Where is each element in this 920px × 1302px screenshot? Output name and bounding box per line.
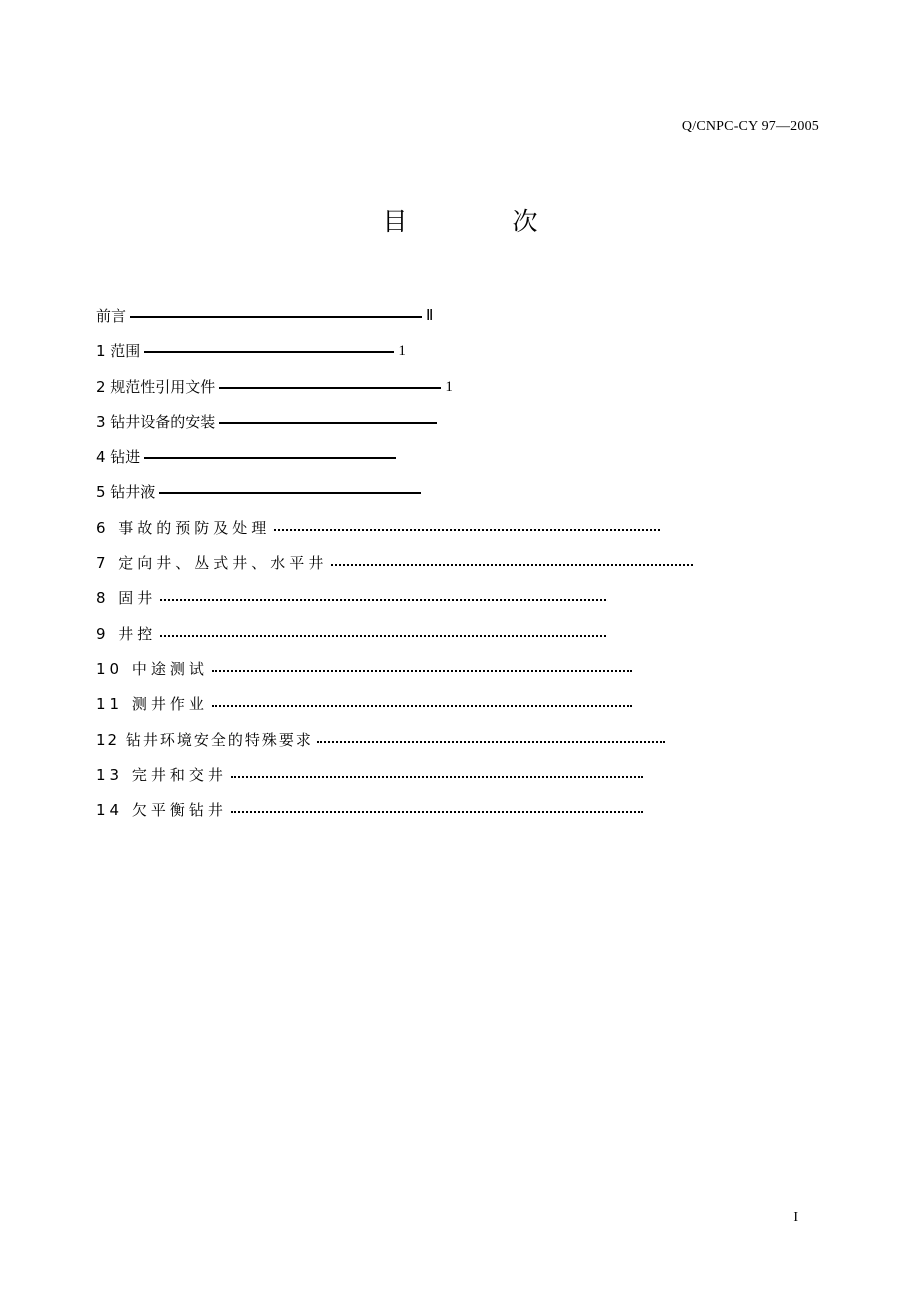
toc-entry-label: 1 范围 (96, 342, 141, 361)
toc-leader (231, 765, 643, 785)
toc-entry-label: 2 规范性引用文件 (96, 377, 216, 396)
toc-leader (317, 730, 665, 750)
toc-entry-drilling-fluid[interactable] (96, 482, 796, 517)
toc-entry-label: 11 测井作业 (96, 695, 208, 714)
toc-entry-well-control[interactable] (96, 624, 796, 659)
toc-leader (219, 377, 441, 397)
toc-leader (331, 553, 693, 573)
toc-leader (160, 588, 606, 608)
toc-leader (212, 659, 632, 679)
toc-entry-label: 前言 (96, 307, 127, 325)
toc-entry-directional-wells[interactable] (96, 553, 796, 588)
toc-leader (231, 800, 643, 820)
toc-entry-scope[interactable] (96, 341, 796, 376)
toc-entry-label: 8 固井 (96, 589, 157, 608)
toc-leader (130, 306, 422, 326)
toc-entry-label: 9 井控 (96, 624, 157, 643)
toc-entry-label: 4 钻进 (96, 448, 141, 467)
toc-entry-underbalanced-drilling[interactable] (96, 800, 796, 835)
page-number: I (793, 1210, 798, 1225)
toc-entry-label: 10 中途测试 (96, 659, 208, 678)
table-of-contents (96, 306, 796, 835)
toc-entry-foreword[interactable] (96, 306, 796, 341)
toc-entry-label: 3 钻井设备的安装 (96, 412, 216, 431)
toc-entry-page: 1 (398, 343, 406, 360)
toc-entry-label: 14 欠平衡钻井 (96, 801, 227, 820)
toc-entry-label: 6 事故的预防及处理 (96, 518, 271, 537)
toc-entry-equipment-installation[interactable] (96, 412, 796, 447)
toc-leader (160, 624, 606, 644)
toc-entry-drilling[interactable] (96, 447, 796, 482)
toc-entry-completion-handover[interactable] (96, 765, 796, 800)
toc-entry-label: 12 钻井环境安全的特殊要求 (96, 730, 313, 749)
page-title: 目 次 (382, 207, 578, 236)
toc-entry-drill-stem-test[interactable] (96, 659, 796, 694)
toc-entry-label: 7 定向井、丛式井、水平井 (96, 554, 328, 573)
toc-leader (212, 694, 632, 714)
toc-entry-label: 5 钻井液 (96, 483, 156, 502)
toc-entry-environmental-safety[interactable] (96, 730, 796, 765)
toc-entry-cementing[interactable] (96, 588, 796, 623)
toc-leader (144, 447, 396, 467)
toc-entry-normative-references[interactable] (96, 377, 796, 412)
document-code: Q/CNPC-CY 97—2005 (681, 119, 819, 134)
toc-entry-page: Ⅱ (426, 308, 434, 324)
toc-leader (219, 412, 437, 432)
toc-leader (159, 482, 421, 502)
toc-entry-label: 13 完井和交井 (96, 765, 227, 784)
toc-entry-page: 1 (445, 378, 453, 395)
toc-entry-accident-prevention[interactable] (96, 518, 796, 553)
toc-leader (274, 518, 660, 538)
toc-leader (144, 341, 394, 361)
toc-entry-logging-operations[interactable] (96, 694, 796, 729)
